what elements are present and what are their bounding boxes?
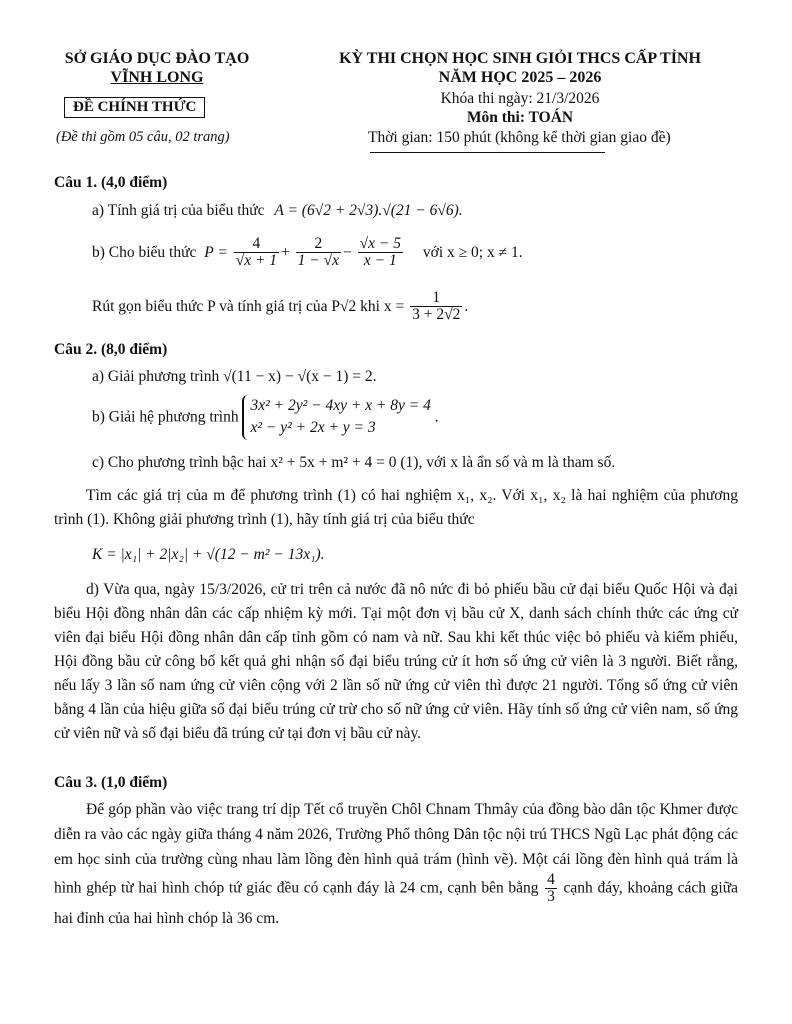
q1b-f3-den: x − 1	[363, 252, 397, 270]
q3-fraction	[545, 872, 557, 906]
subject: Môn thi: TOÁN	[466, 109, 574, 126]
exam-title: KỲ THI CHỌN HỌC SINH GIỎI THCS CẤP TỈNH	[339, 50, 701, 67]
q3-frac-num: 4	[547, 871, 555, 888]
q2a-text: a) Giải phương trình √(11 − x) − √(x − 1) = 2.	[92, 368, 377, 385]
q3-text-part1: Để góp phần vào việc trang trí dịp Tết cổ truyền Chôl Chnam Thmây của đồng bào dân tộc Khmer được diễn ra vào các ngày giữa tháng 4 năm 2026, Trường Phổ thông Dân tộc nội trú THCS Ngũ Lạc phát động các em học sinh của trường cùng nhau làm lồng đèn hình quả trám (hình vẽ). Một cái lồng đèn hình quả trám là hình ghép từ hai hình chóp tứ giác đều có cạnh đáy là 24 cm, cạnh bên bằng	[54, 801, 738, 897]
q2d-paragraph: d) Vừa qua, ngày 15/3/2026, cử tri trên cả nước đã nô nức đi bỏ phiếu bầu cử đại biểu Quốc Hội và đại biểu Hội đồng nhân dân các cấp nhiệm kỳ mới. Tại một đơn vị bầu cử X, danh sách chính thức các ứng cử viên đại biểu Hội đồng nhân dân cấp tỉnh gồm có nam và nữ. Sau khi kết thúc việc bỏ phiếu và kiểm phiếu, Hội đồng bầu cử công bố kết quả ghi nhận số đại biểu trúng cử ít hơn số ứng cử viên là 3 người. Biết rằng, nếu lấy 3 lần số nam ứng cử viên cộng với 2 lần số nữ ứng cử viên thì được 21 người. Tổng số ứng cử viên bằng 4 lần của hiệu giữa số đại biểu trúng cử trừ cho số nữ ứng cử viên. Hãy tính số ứng cử viên nam, số ứng cử viên nữ và số đại biểu đã trúng cử tại đơn vị bầu cử này.	[54, 581, 738, 742]
q1b-lhs: P =	[204, 243, 228, 261]
department-name: SỞ GIÁO DỤC ĐÀO TẠO	[64, 50, 250, 67]
school-year: NĂM HỌC 2025 – 2026	[438, 69, 602, 86]
q1b-f3-num: √x − 5	[359, 235, 402, 252]
q1a-formula: A = (6√2 + 2√3).√(21 − 6√6).	[274, 202, 463, 219]
duration-text: Thời gian: 150 phút (không kể thời gian giao đề)	[368, 129, 671, 146]
exam-date: Khóa thi ngày: 21/3/2026	[440, 90, 600, 107]
q1b-f1-den: √x + 1	[235, 252, 278, 270]
q2b-text: b) Giải hệ phương trình	[92, 408, 239, 426]
q1b-f1-num: 4	[234, 236, 279, 253]
q2c-paragraph: Tìm các giá trị của m để phương trình (1) có hai nghiệm x₁, x₂. Với x₁, x₂ là hai nghiệm của phương trình (1). Không giải phương trình (1), hãy tính giá trị của biểu thức	[54, 487, 738, 528]
duration	[368, 129, 671, 147]
q2b-system	[242, 395, 430, 440]
q1b-f2-den: 1 − √x	[297, 252, 340, 270]
q1a-text: a) Tính giá trị của biểu thức	[92, 202, 265, 219]
q1b2-den: 3 + 2√2	[412, 306, 461, 324]
q1b-fraction-1	[234, 236, 279, 270]
province-name: VĨNH LONG	[110, 69, 204, 86]
q1b-fraction-3	[358, 236, 403, 270]
q1b-text: b) Cho biểu thức	[92, 243, 197, 261]
q2b-equation-2: x² − y² + 2x + y = 3	[250, 419, 376, 437]
q2c-text: c) Cho phương trình bậc hai x² + 5x + m² + 4 = 0 (1), với x là ẩn số và m là tham số.	[92, 454, 616, 471]
q1b-f2-num: 2	[296, 236, 341, 253]
q1-part-b: b) Cho biểu thức P = $\frac{4}{√x + 1}$ + $\frac{2}{1 - √x}$ − $\frac{√x - 5}{x - 1}$ với x ≥ 0; x ≠ 1.	[92, 235, 523, 270]
q2c-formula: K = |x₁| + 2|x₂| + √(12 − m² − 13x₁).	[92, 546, 325, 563]
pages-note: (Đề thi gồm 05 câu, 02 trang)	[56, 129, 230, 145]
q3-title: Câu 3. (1,0 điểm)	[54, 774, 168, 791]
q1b2-text: Rút gọn biểu thức P và tính giá trị của P√2 khi x =	[92, 297, 405, 315]
q1b-condition: với x ≥ 0; x ≠ 1.	[422, 243, 523, 261]
q1b2-num: 1	[410, 290, 462, 307]
q3-text-part2: cạnh đáy, khoảng cách giữa hai đỉnh của hai hình chóp là 36 cm.	[54, 879, 739, 927]
q2b-equation-1: 3x² + 2y² − 4xy + x + 8y = 4	[250, 397, 431, 414]
q1b2-fraction	[410, 290, 462, 324]
official-badge: ĐỀ CHÍNH THỨC	[64, 97, 205, 118]
header-divider	[370, 152, 605, 153]
q1-part-a	[92, 202, 463, 220]
q3-frac-den: 3	[547, 888, 555, 906]
q1-title: Câu 1. (4,0 điểm)	[54, 174, 168, 191]
q2-part-b: b) Giải hệ phương trình 3x² + 2y² − 4xy + x + 8y = 4 x² − y² + 2x + y = 3 .	[92, 395, 439, 440]
q1-part-b2: Rút gọn biểu thức P và tính giá trị của P√2 khi x = $\frac{1}{3 + 2√2}$ .	[92, 289, 469, 324]
q3-paragraph	[54, 797, 738, 931]
q2-title: Câu 2. (8,0 điểm)	[54, 341, 168, 358]
q1b-fraction-2	[296, 236, 341, 270]
